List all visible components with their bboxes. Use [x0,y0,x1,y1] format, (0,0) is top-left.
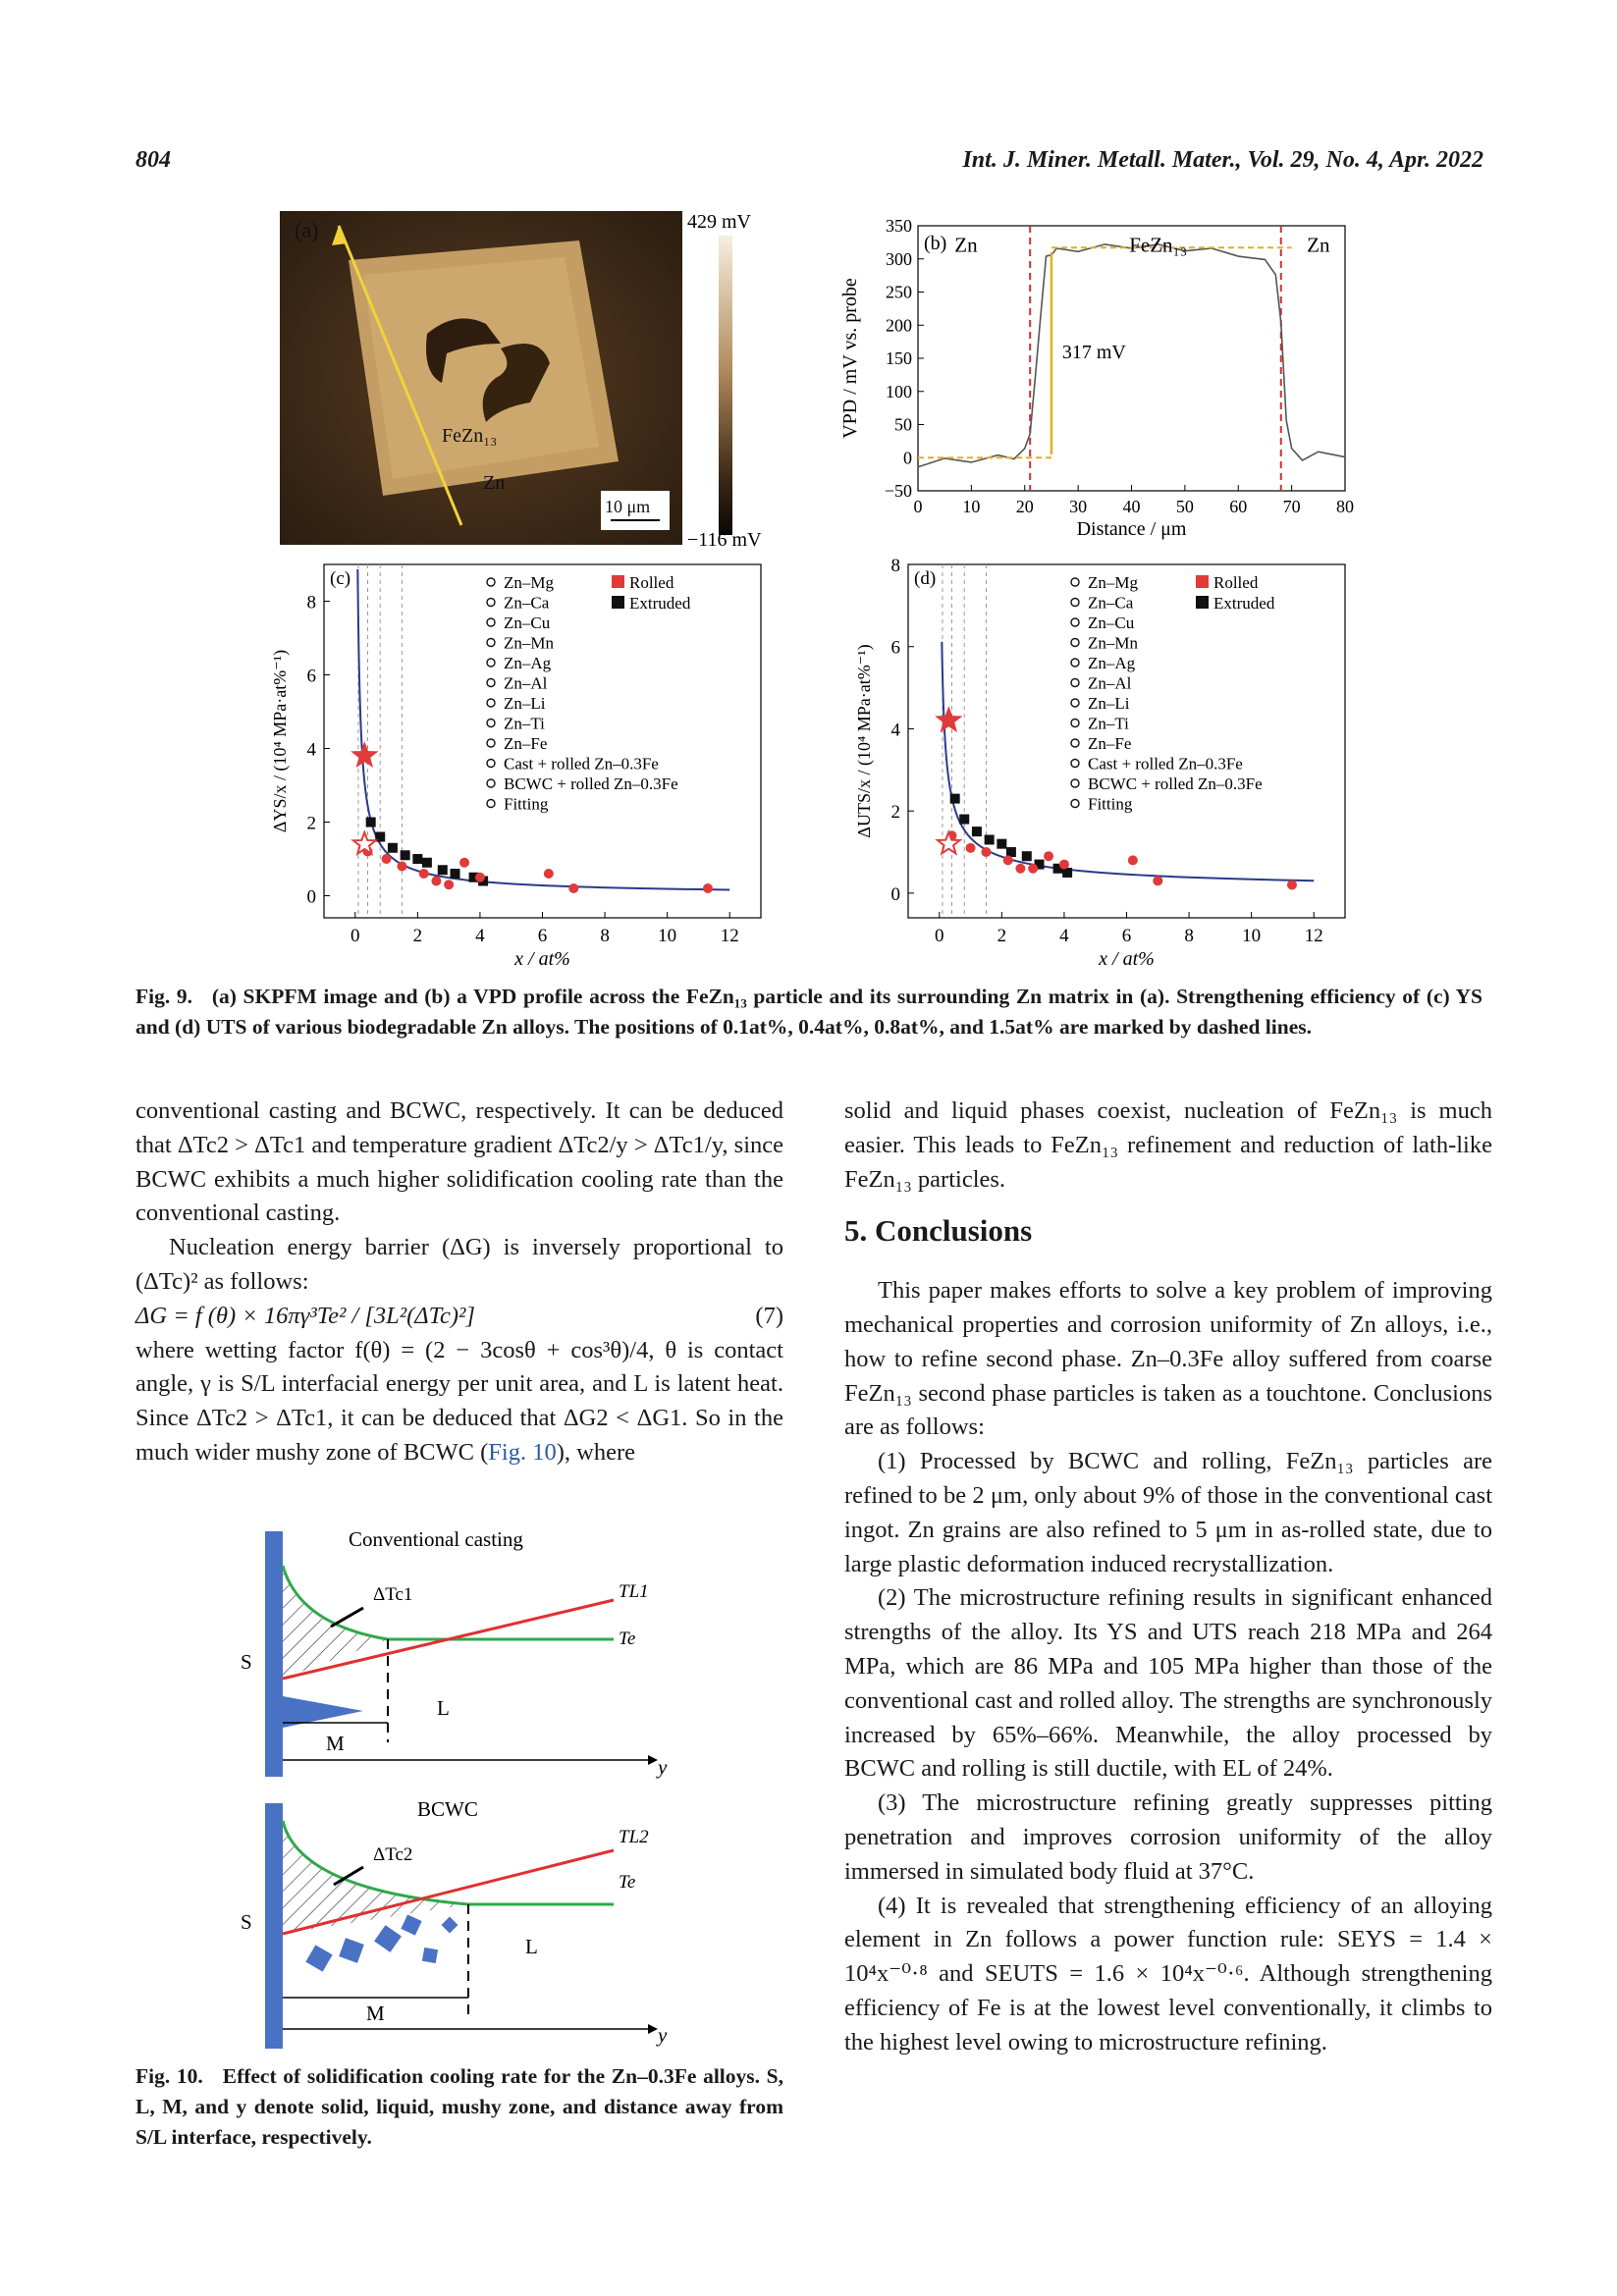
rolled-point [981,847,991,857]
legend-extruded: Extruded [629,594,691,613]
legend-extruded-swatch [1196,596,1209,609]
fig10-schematic [241,1517,702,2056]
legend-marker [487,659,495,667]
left-para-2: Nucleation energy barrier (ΔG) is inversely proportional to (ΔTc)² as follows: [135,1234,783,1295]
conclusions-intro: This paper makes efforts to solve a key problem of improving mechanical properties and corrosion uniformity of Zn alloys, i.e., how to refine second phase. Zn–0.3Fe alloy suffered from coarse FeZn₁₃ second phase particles is taken as a touchtone. Conclusions are as follows: [844,1277,1492,1441]
fig10-y-top: y [658,1755,668,1779]
rolled-point [1003,855,1013,865]
x-tick-label: 12 [720,926,739,946]
extruded-point [451,869,460,879]
legend-marker [1071,720,1079,727]
x-tick-label: 2 [412,926,423,946]
rolled-point [1287,881,1297,890]
legend-entry: Zn–Mn [504,633,554,653]
legend-marker [1071,599,1079,607]
y-tick-label: 2 [306,813,316,834]
fig9-caption-label: Fig. 9. [135,985,192,1008]
legend-entry: Zn–Ag [1088,654,1136,672]
extruded-point [985,834,995,844]
fig10-te-bottom: Te [619,1872,636,1893]
x-tick-label: 10 [658,926,677,946]
legend-marker [1071,760,1079,768]
y-tick-label: 0 [903,448,912,468]
legend-entry: Zn–Ti [1088,714,1129,733]
x-tick-label: 8 [600,926,610,946]
y-tick-label: 0 [306,886,316,908]
legend-marker [1071,779,1079,787]
legend-extruded-swatch [612,596,624,609]
fig10-bottom-title: BCWC [417,1797,478,1821]
legend-entry: Zn–Fe [1088,734,1132,753]
extruded-point [366,818,376,828]
equation-7 [135,1300,783,1334]
conclusion-4: (4) It is revealed that strengthening efficiency of an alloying element in Zn follows a power function rule: SEYS = 1.4 × 10⁴x⁻⁰·⁸ and SEUTS = 1.6 × 10⁴x⁻⁰·⁶. Although strengthening efficiency of Fe is at the lowest level conventionally, it climbs to the highest level owing to microstructure refining. [844,1892,1492,2056]
y-tick-label: 200 [886,315,912,336]
right-column [844,1095,1492,2060]
fig10-S-top: S [241,1650,252,1674]
legend-marker [487,739,495,747]
x-tick-label: 6 [1121,926,1132,946]
fig9b-vpd-chart [835,206,1365,545]
rolled-point [382,854,392,864]
bcwc-rolled-star [938,709,960,730]
legend-marker [487,779,495,787]
legend-marker [487,618,495,626]
rolled-point [444,880,454,889]
solid-bar-top [265,1531,283,1777]
extruded-point [412,854,422,864]
legend-marker [1071,578,1079,586]
region-right: Zn [1307,233,1330,257]
rolled-point [1015,864,1025,874]
legend-marker [1071,679,1079,687]
legend-extruded: Extruded [1213,594,1275,613]
x-tick-label: 6 [537,926,548,946]
legend-marker [487,699,495,707]
legend-marker [1071,639,1079,647]
legend-entry: Cast + rolled Zn–0.3Fe [504,754,659,774]
legend-rolled: Rolled [629,573,674,592]
fig9-caption [135,982,1482,1042]
x-tick-label: 2 [997,926,1007,946]
colorbar-bottom: −116 mV [687,529,762,550]
rolled-point [431,877,441,886]
x-tick-label: 50 [1175,497,1194,516]
x-tick-label: 60 [1229,497,1248,516]
legend-entry: BCWC + rolled Zn–0.3Fe [1088,774,1263,793]
y-axis-label: VPD / mV vs. probe [839,278,861,439]
fig10-te-top: Te [619,1629,636,1649]
legend-marker [487,639,495,647]
colorbar-top: 429 mV [687,211,751,233]
legend-entry: Zn–Ca [504,593,550,613]
journal-header: Int. J. Miner. Metall. Mater., Vol. 29, No. 4, Apr. 2022 [962,147,1483,173]
fig10-caption-text: Effect of solidification cooling rate for the Zn–0.3Fe alloys. S, L, M, and y denote solid, liquid, mushy zone, and distance away from S/L interface, respectively. [135,2064,783,2149]
y-tick-label: 8 [306,592,316,614]
left-column [135,1095,783,1470]
legend-entry: Zn–Fe [504,734,548,753]
legend-rolled-swatch [1196,575,1209,588]
rolled-point [1059,860,1069,870]
x-tick-label: 4 [475,926,485,946]
legend-entry: Zn–Li [1088,694,1130,713]
legend-entry: Fitting [1088,794,1133,814]
rolled-point [544,869,554,879]
legend-entry: Zn–Cu [504,614,551,632]
x-tick-label: 8 [1184,926,1194,946]
legend-entry: Zn–Mn [1088,633,1138,653]
feznlabel: FeZn₁₃ [442,425,498,447]
equation-number: (7) [755,1302,783,1329]
legend-marker [487,760,495,768]
page-number: 804 [135,147,171,173]
legend-marker [1071,618,1079,626]
left-para-1: conventional casting and BCWC, respectively. It can be deduced that ΔTc2 > ΔTc1 and temperature gradient ΔTc2/y > ΔTc1/y, since BCWC exhibits a much higher solidification cooling rate than the conventional casting. [135,1097,783,1227]
fig10-L-top: L [437,1696,450,1720]
x-axis-label: x / at% [1099,948,1155,970]
legend-entry: Zn–Mg [1088,573,1138,592]
rolled-point [568,883,578,893]
x-tick-label: 80 [1336,497,1354,516]
legend-entry: Zn–Ag [504,654,552,672]
x-tick-label: 10 [1242,926,1262,946]
fig10-y-bottom: y [658,2023,668,2047]
rolled-point [1028,864,1038,874]
y-tick-label: 2 [890,802,900,824]
panel-label: (c) [330,568,351,589]
rolled-point [475,873,485,882]
y-tick-label: 300 [886,248,912,269]
extruded-point [950,794,960,804]
panel-label: (d) [914,568,937,589]
legend-marker [1071,800,1079,808]
legend-entry: Zn–Cu [1088,614,1135,632]
fig9b-label: (b) [924,233,947,254]
zn-label: Zn [483,472,506,494]
fig10-caption-label: Fig. 10. [135,2064,203,2088]
extruded-point [997,839,1006,849]
legend-rolled-swatch [612,575,624,588]
colorbar [719,236,732,535]
equation-text: ΔG = f (θ) × 16πγ³Te² / [3L²(ΔTc)²] [135,1302,475,1329]
y-tick-label: 6 [306,666,316,687]
y-tick-label: 6 [890,637,900,659]
legend-entry: Zn–Ti [504,714,545,733]
fig9a-skpfm-image [275,206,785,550]
legend-marker [1071,739,1079,747]
legend-entry: Zn–Li [504,694,546,713]
legend-entry: Zn–Mg [504,573,554,592]
right-para-0: solid and liquid phases coexist, nucleation of FeZn₁₃ is much easier. This leads to FeZn₁₃ refinement and reduction of lath-like FeZn₁₃ particles. [844,1097,1492,1193]
rolled-point [459,858,469,868]
fig10-dtc1: ΔTc1 [373,1584,413,1605]
y-tick-label: 50 [894,414,912,435]
y-tick-label: 4 [890,720,900,741]
y-tick-label: 8 [890,556,900,576]
fig9-caption-text: (a) SKPFM image and (b) a VPD profile across the FeZn₁₃ particle and its surrounding Zn matrix in (a). Strengthening efficiency of (c) YS and (d) UTS of various biodegradable Zn alloys. The positions of 0.1at%, 0.4at%, 0.8at%, and 1.5at% are marked by dashed lines. [135,985,1482,1039]
y-tick-label: −50 [884,481,912,501]
x-tick-label: 70 [1282,497,1301,516]
fig10-M-top: M [326,1732,345,1755]
extruded-point [959,815,969,825]
scalebar-text: 10 μm [605,497,651,516]
legend-marker [487,679,495,687]
y-tick-label: 150 [886,348,912,368]
fig10-ref-link[interactable]: Fig. 10 [488,1438,557,1466]
rolled-point [703,883,713,893]
annotation-317: 317 mV [1061,342,1126,363]
fig10-dtc2: ΔTc2 [373,1844,413,1865]
fig9c-ys-chart [270,555,781,972]
conclusion-2: (2) The microstructure refining results in significant enhanced strengths of the alloy. Its YS and UTS reach 218 MPa and 264 MPa, which are 86 MPa and 105 MPa higher than those of the conventional cast and rolled alloy. The strengths are synchronously increased by 65%–66%. Meanwhile, the alloy processed by BCWC and rolling is still ductile, with EL of 24%. [844,1584,1492,1783]
extruded-point [1022,851,1032,861]
fig10-tl1: TL1 [619,1581,649,1602]
y-tick-label: 0 [890,883,900,905]
legend-marker [487,720,495,727]
fig9a-label: (a) [295,218,319,242]
rolled-point [1044,851,1053,861]
fig10-L-bottom: L [525,1935,538,1958]
y-axis-label: ΔUTS/x / (10⁴ MPa·at%⁻¹) [854,644,874,838]
x-tick-label: 30 [1069,497,1088,516]
x-tick-label: 40 [1122,497,1141,516]
legend-marker [487,800,495,808]
y-tick-label: 100 [886,381,912,401]
extruded-point [422,858,432,868]
legend-rolled: Rolled [1213,573,1259,592]
y-axis-label: ΔYS/x / (10⁴ MPa·at%⁻¹) [270,649,290,833]
legend-entry: BCWC + rolled Zn–0.3Fe [504,774,678,793]
rolled-point [1128,855,1138,865]
y-tick-label: 350 [886,216,912,236]
x-tick-label: 0 [350,926,360,946]
bcwc-rolled-star [353,744,376,766]
x-tick-label: 0 [935,926,944,946]
extruded-point [388,843,398,853]
fig10-S-bottom: S [241,1910,252,1934]
left-para-3b: ), where [556,1438,635,1466]
rolled-point [966,843,976,853]
legend-marker [487,578,495,586]
left-para-3a: where wetting factor f(θ) = (2 − 3cosθ + cos³θ)/4, θ is contact angle, γ is S/L interfacial energy per unit area, and L is latent heat. Since ΔTc2 > ΔTc1, it can be deduced that ΔG2 < ΔG1. So in the much wider mushy zone of BCWC ( [135,1336,783,1466]
rolled-point [419,869,429,879]
x-tick-label: 0 [913,497,923,516]
legend-entry: Zn–Ca [1088,593,1134,613]
legend-entry: Zn–Al [1088,673,1132,693]
solid-bar-bottom [265,1803,283,2049]
fig10-tl2: TL2 [619,1827,649,1847]
region-mid: FeZn₁₃ [1129,233,1188,257]
legend-entry: Cast + rolled Zn–0.3Fe [1088,754,1243,774]
extruded-point [972,827,982,836]
extruded-point [438,865,448,875]
legend-marker [1071,699,1079,707]
legend-entry: Zn–Al [504,673,548,693]
legend-marker [487,599,495,607]
extruded-point [401,850,410,860]
x-axis-label: x / at% [514,948,570,970]
conclusion-1: (1) Processed by BCWC and rolling, FeZn₁₃ particles are refined to be 2 μm, only about 9% of those in the conventional cast ingot. Zn grains are also refined to 5 μm in as-rolled state, due to large plastic deformation induced recrystallization. [844,1448,1492,1577]
x-axis-label: Distance / μm [1076,518,1187,540]
x-tick-label: 12 [1304,926,1323,946]
rolled-point [1153,876,1162,885]
fig10-caption [135,2061,783,2153]
section-heading: 5. Conclusions [844,1213,1033,1249]
fig10-top-title: Conventional casting [349,1527,523,1551]
y-tick-label: 250 [886,282,912,302]
conclusion-3: (3) The microstructure refining greatly suppresses pitting penetration and improves corrosion uniformity of the alloy immersed in simulated body fluid at 37°C. [844,1789,1492,1885]
rolled-point [397,862,406,872]
legend-marker [1071,659,1079,667]
y-tick-label: 4 [306,739,316,761]
x-tick-label: 20 [1015,497,1034,516]
x-tick-label: 10 [962,497,981,516]
fig9d-uts-chart [854,555,1365,972]
fig10-M-bottom: M [366,2002,385,2025]
region-left: Zn [954,233,978,257]
legend-entry: Fitting [504,794,549,814]
x-tick-label: 4 [1059,926,1069,946]
